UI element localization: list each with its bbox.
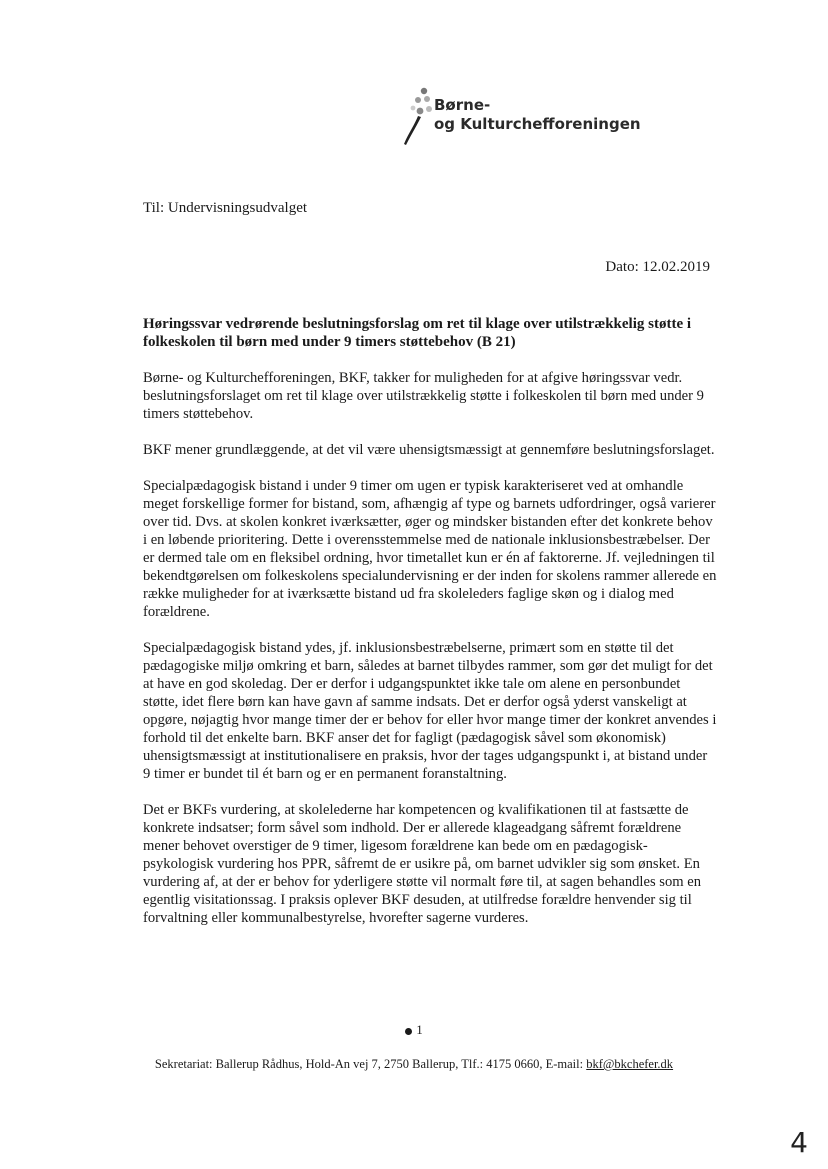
recipient-line: Til: Undervisningsudvalget <box>143 200 308 216</box>
bkf-logo <box>396 84 656 148</box>
logo-text <box>434 96 641 134</box>
footer-email-link[interactable]: bkf@bkchefer.dk <box>586 1057 674 1071</box>
logo-line-1: Børne- <box>434 96 491 114</box>
bullet-dot-icon <box>405 1028 412 1035</box>
document-heading: Høringssvar vedrørende beslutningsforslag om ret til klage over utilstrækkelig støtte i folkeskolen til børn med under 9 timers støttebehov (B 21) <box>143 316 692 350</box>
page-number-value: 1 <box>416 1022 423 1037</box>
paragraph-4: Specialpædagogisk bistand ydes, jf. inklusionsbestræbelserne, primært som en støtte til det pædagogiske miljø omkring et barn, således at barnet tilbydes rammer, som gør det muligt for det at have en god skoledag. Der er derfor i udgangspunktet ikke tale om alene en personbundet støtte, idet flere børn kan have gavn af samme indsats. Det er derfor også yderst vanskeligt at opgøre, nøjagtig hvor mange timer der er behov for eller hvor mange timer der konkret anvendes i forhold til det enkelte barn. BKF anser det for fagligt (pædagogisk såvel som økonomisk) uhensigtsmæssigt at institutionalisere en praksis, hvor der tages udgangspunkt i, at bistand under 9 timer er bundet til ét barn og er en permanent foranstaltning. <box>143 640 717 782</box>
handwritten-page-mark: 4 <box>790 1126 808 1159</box>
logo-line-2: og Kulturchefforeningen <box>434 115 641 133</box>
paragraph-3: Specialpædagogisk bistand i under 9 timer om ugen er typisk karakteriseret ved at omhandle meget forskellige former for bistand, som, afhængig af type og barnets udfordringer, også varierer over tid. Dvs. at skolen konkret iværksætter, øger og mindsker bistanden efter det konkrete behov i en løbende prioritering. Dette i overensstemmelse med de nationale inklusionsbestræbelser. Der er dermed tale om en fleksibel ordning, hvor timetallet kun er én af faktorerne. Jf. vejledningen til bekendtgørelsen om folkeskolens specialundervisning er der inden for skolens rammer allerede en række muligheder for at iværksætte bistand ud fra skoleleders faglige skøn og i dialog med forældrene. <box>143 478 717 620</box>
date-line: Dato: 12.02.2019 <box>605 259 710 275</box>
paragraph-1: Børne- og Kulturchefforeningen, BKF, takker for muligheden for at afgive høringssvar vedr. beslutningsforslaget om ret til klage over utilstrækkelig støtte i folkeskolen til børn med under 9 timers støttebehov. <box>143 370 704 422</box>
footer-address: Sekretariat: Ballerup Rådhus, Hold-An vej 7, 2750 Ballerup, Tlf.: 4175 0660, E-mail: <box>154 1057 587 1071</box>
footer <box>0 1057 828 1072</box>
logo-figure-icon <box>396 84 436 148</box>
page-number <box>0 1022 828 1038</box>
document-body <box>143 369 718 945</box>
paragraph-2: BKF mener grundlæggende, at det vil være uhensigtsmæssigt at gennemføre beslutningsforslaget. <box>143 442 715 458</box>
paragraph-5: Det er BKFs vurdering, at skolelederne har kompetencen og kvalifikationen til at fastsætte de konkrete indsatser; form såvel som indhold. Der er allerede klageadgang såfremt forældrene mener behovet overstiger de 9 timer, ligesom forældrene kan bede om en pædagogisk-psykologisk vurdering hos PPR, såfremt de er usikre på, om barnet udvikler sig som ønsket. En vurdering af, at der er behov for yderligere støtte vil normalt føre til, at sagen behandles som en egentlig visitationssag. I praksis oplever BKF desuden, at utilfredse forældre henvender sig til forvaltning eller kommunalbestyrelse, hvorefter sagerne vurderes. <box>143 802 702 926</box>
